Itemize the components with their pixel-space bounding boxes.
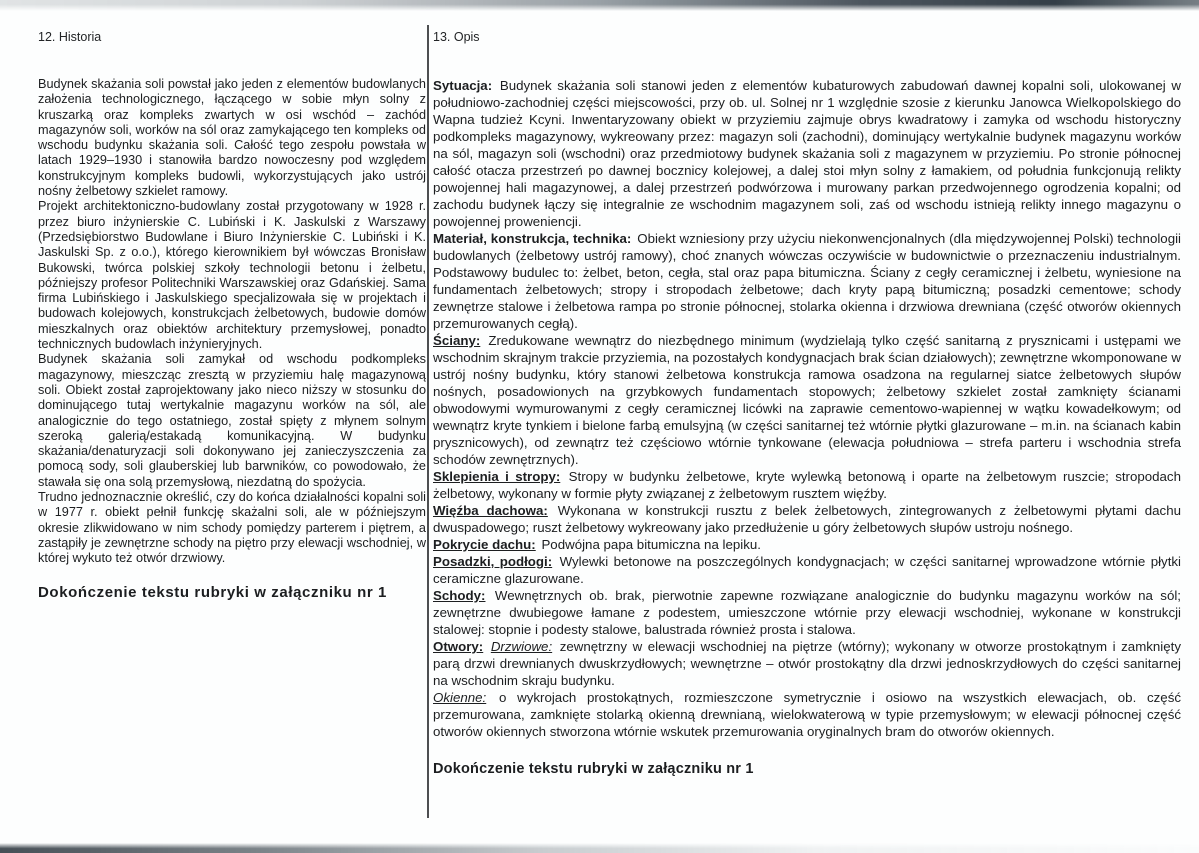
historia-paragraph: Budynek skażania soli powstał jako jeden z elementów budowlanych założenia technologicznego, łączącego w sobie młyn solny z kruszarką oraz kompleks zwartych w osi wschód – zachód magazynów soli, worków na sól oraz zamykającego ten kompleks od wschodu budynku skażania soli. Całość tego zespołu powstała w latach 1929–1930 i stanowiła bardzo nowoczesny pod względem konstrukcyjnym kompleks budowli, wykorzystujących jako ustrój nośny żelbetowy szkielet ramowy. (38, 77, 426, 199)
opis-section: Materiał, konstrukcja, technika: Obiekt wzniesiony przy użyciu niekonwencjonalnych (dla międzywojennej Polski) technologii budowlanych (żelbetowy ustrój ramowy), choć znanych wówczas oczywiście w budownictwie o przeznaczeniu industrialnym. Podstawowy budulec to: żelbet, beton, cegła, stal oraz papa bitumiczna. Ściany z cegły ceramicznej i żelbetu, wyniesione na fundamentach żelbetowych; stropy i stropodach żelbetowe; dach kryty papą bitumiczną; posadzki cementowe; schody zewnętrze stalowe i żelbetowa rampa po stronie północnej, stolarka okienna i drzwiowa drewniana (część otworów okiennych przemurowanych cegłą). (433, 231, 1181, 331)
opis-section-label: Materiał, konstrukcja, technika: (433, 231, 632, 246)
opis-section-label: Pokrycie dachu: (433, 537, 536, 552)
scan-artifact-bottom (0, 843, 1199, 853)
opis-section-label: Posadzki, podłogi: (433, 554, 553, 569)
opis-column (433, 30, 1181, 777)
column-divider-line (427, 25, 429, 818)
opis-section-label: Sklepienia i stropy: (433, 469, 561, 484)
opis-header: 13. Opis (433, 30, 480, 44)
historia-paragraph: Projekt architektoniczno-budowlany został przygotowany w 1928 r. przez biuro inżynierskie C. Lubiński i K. Jaskulski z Warszawy (Przedsiębiorstwo Budowlane i Biuro Inżynierskie C. Lubiński i K. Jaskulski Sp. z o.o.), którego kierownikiem był wówczas Bronisław Bukowski, twórca polskiej szkoły technologii betonu i żelbetu, późniejszy profesor Politechniki Warszawskiej oraz Gdańskiej. Sama firma Lubińskiego i Jaskulskiego specjalizowała się w projektach i budowach kolejowych, konstrukcjach żelbetowych, budowie domów mieszkalnych oraz obiektów architektury przemysłowej, ponadto technicznych budowlach inżynieryjnych. (38, 199, 426, 352)
opis-footer-note: Dokończenie tekstu rubryki w załączniku nr 1 (433, 761, 754, 777)
opis-section: Otwory: Drzwiowe: zewnętrzny w elewacji wschodniej na piętrze (wtórny); wykonany w otworze prostokątnym i zamknięty parą drzwi drewnianych dwuskrzydłowych; wewnętrzne – otwór prostokątny dla drzwi jednoskrzydłowych do części sanitarnej na wschodnim skraju budynku. (433, 639, 1182, 688)
opis-section: Ściany: Zredukowane wewnątrz do niezbędnego minimum (wydzielają tylko część sanitarną z prysznicami i ustępami we wschodnim skrajnym trakcie przyziemia, na pozostałych kondygnacjach brak ścian działowych); zewnętrzne wkomponowane w ustrój nośny budynku, który stanowi żelbetowa konstrukcja ramowa osadzona na regularnej siatce żelbetowych słupów nośnych, posadowionych na grzybkowych fundamentach stopowych; żelbetowy szkielet został zamknięty ścianami obwodowymi wymurowanymi z cegły ceramicznej licówki na zaprawie cementowo-wapiennej w wątku kowadełkowym; od wewnątrz kryte tynkiem i bielone farbą emulsyjną (w części sanitarnej też wtórnie płytki glazurowane – m.in. na ścianach kabin prysznicowych), od zewnątrz też częściowo wtórnie tynkowane (elewacja południowa – strefa parteru i wschodnia strefa schodów zewnętrznych). (433, 333, 1181, 467)
opis-section: Więźba dachowa: Wykonana w konstrukcji rusztu z belek żelbetowych, zintegrowanych z żelbetowymi płytami dachu dwuspadowego; ruszt żelbetowy wykreowany jako przedłużenie u góry żelbetowych słupów ustroju nośnego. (433, 503, 1181, 535)
opis-section-label: Ściany: (433, 333, 481, 348)
opis-section-label: Schody: (433, 588, 486, 603)
opis-sections (433, 77, 1181, 740)
opis-section: Okienne: o wykrojach prostokątnych, rozmieszczone symetrycznie i osiowo na wszystkich elewacjach, ob. część przemurowana, zamknięte stolarką okienną drewnianą, wielokwaterową w typie przemysłowym; w elewacji północnej część otworów okiennych stworzona wtórnie wskutek przemurowania oryginalnych bram do otworów okiennych. (433, 690, 1181, 739)
opis-section-label: Sytuacja: (433, 78, 493, 93)
historia-header: 12. Historia (38, 30, 102, 44)
historia-column (38, 30, 426, 601)
historia-paragraph: Budynek skażania soli zamykał od wschodu podkompleks magazynowy, mieszcząc zresztą w przyziemiu halę magazynową soli. Obiekt został zaprojektowany jako nieco niższy w stosunku do dominującego tutaj wertykalnie magazynu worków na sól, ale analogicznie do tego ostatniego, został spięty z młynem solnym szeroką galerią/estakadą komunikacyjną. W budynku skażania/denaturyzacji soli dokonywano jej zanieczyszczenia za pomocą sody, soli glauberskiej lub barwników, co powodowało, że stawała się ona solą przemysłową, niezdatną do spożycia. (38, 352, 426, 489)
historia-paragraphs (38, 77, 426, 567)
historia-footer-note: Dokończenie tekstu rubryki w załączniku nr 1 (38, 583, 387, 601)
opis-section: Posadzki, podłogi: Wylewki betonowe na poszczególnych kondygnacjach; w części sanitarnej wprowadzone wtórnie płytki ceramiczne glazurowane. (433, 554, 1181, 586)
historia-paragraph: Trudno jednoznacznie określić, czy do końca działalności kopalni soli w 1977 r. obiekt pełnił funkcję skażalni soli, ale w późniejszym okresie zlikwidowano w nim schody pomiędzy parterem i piętrem, a zastąpiły je zewnętrzne schody na piętro przy elewacji wschodniej, w której wykuto też otwór drzwiowy. (38, 490, 426, 566)
opis-section: Sytuacja: Budynek skażania soli stanowi jeden z elementów kubaturowych zabudowań dawnej kopalni soli, ulokowanej w południowo-zachodniej części miejscowości, przy ob. ul. Solnej nr 1 względnie szosie z kierunku Janowca Wielkopolskiego do Wapna tudzież Kcyni. Inwentaryzowany obiekt w przyziemiu zajmuje obrys kwadratowy i zamyka od wschodu historyczny podkompleks magazynowy, wykreowany przez: magazyn soli (zachodni), dominujący wertykalnie budynek magazynu worków na sól, magazyn soli (wschodni) oraz przedmiotowy budynek skażania soli z magazynem w przyziemiu. Po stronie północnej całość otacza przestrzeń po dawnej bocznicy kolejowej, a dalej stoi młyn solny z łamakiem, od południa funkcjonują relikty powojennej hali magazynowej, a dalej przestrzeń podwórzowa i murowany parkan przedwojennego ogrodzenia kopalni; od zachodu budynek łączy się integralnie ze wschodnim magazynem soli, zaś od wschodu istnieją relikty innego magazynu o powojennej proweniencji. (433, 78, 1181, 229)
opis-section-label: Otwory: (433, 639, 484, 654)
opis-section: Pokrycie dachu: Podwójna papa bitumiczna na lepiku. (433, 537, 761, 552)
opis-section: Schody: Wewnętrznych ob. brak, pierwotnie zapewne rozwiązane analogicznie do budynku magazynu worków na sól; zewnętrzne dwubiegowe łamane z podestem, umieszczone wtórnie przy elewacji wschodniej, wykonane w konstrukcji stalowej: stopnie i podesty stalowe, balustrada również prosta i stalowa. (433, 588, 1181, 637)
opis-section-label: Więźba dachowa: (433, 503, 548, 518)
opis-section: Sklepienia i stropy: Stropy w budynku żelbetowe, kryte wylewką betonową i oparte na żelbetowym ruszcie; stropodach żelbetowy, wykonany w formie płyty związanej z żelbetowym rusztem więźby. (433, 469, 1181, 501)
scan-artifact-top (0, 0, 1199, 11)
opis-section-label: Drzwiowe: (490, 639, 553, 654)
opis-section-label: Okienne: (433, 690, 487, 705)
